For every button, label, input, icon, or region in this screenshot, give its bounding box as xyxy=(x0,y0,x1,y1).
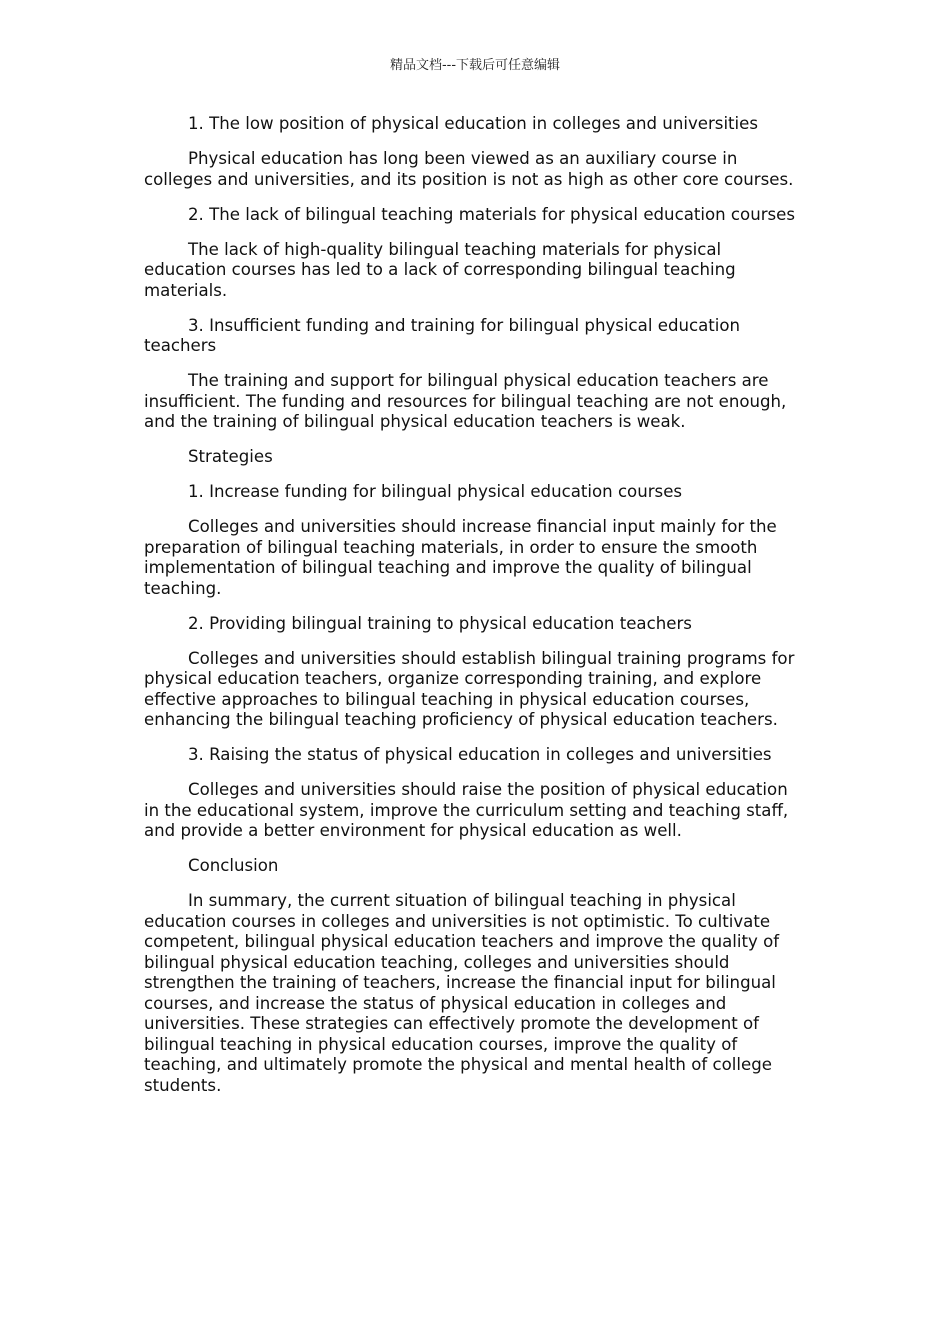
paragraph-lack-materials: The lack of high-quality bilingual teaching materials for physical education courses has led to a lack of corresponding bilingual teaching materials. xyxy=(144,239,736,300)
heading-low-position: 1. The low position of physical education in colleges and universities xyxy=(188,114,759,133)
heading-bilingual-training: 2. Providing bilingual training to physical education teachers xyxy=(188,613,692,633)
paragraph-conclusion: In summary, the current situation of bilingual teaching in physical education courses in colleges and universities is not optimistic. To cultivate competent, bilingual physical education teachers and improve the quality of bilingual physical education teaching, colleges and universities should strengthen the training of teachers, increase the financial input for bilingual courses, and increase the status of physical education in colleges and universities. These strategies can effectively promote the development of bilingual teaching in physical education courses, improve the quality of teaching, and ultimately promote the physical and mental health of college students. xyxy=(144,891,780,1095)
paragraph-low-position: Physical education has long been viewed as an auxiliary course in colleges and universities, and its position is not as high as other core courses. xyxy=(144,149,794,189)
page-header: 精品文档---下载后可任意编辑 xyxy=(389,58,561,73)
heading-conclusion: Conclusion xyxy=(188,856,279,875)
heading-lack-materials: 2. The lack of bilingual teaching materials for physical education courses xyxy=(188,204,796,224)
paragraph-increase-funding: Colleges and universities should increase financial input mainly for the preparation of bilingual teaching materials, in order to ensure the smooth implementation of bilingual teaching and improve the quality of bilingual teaching. xyxy=(144,517,777,598)
heading-strategies: Strategies xyxy=(188,447,273,466)
paragraph-insufficient-funding: The training and support for bilingual physical education teachers are insufficient. The funding and resources for bilingual teaching are not enough, and the training of bilingual physical education teachers is weak. xyxy=(144,371,787,431)
document-body xyxy=(144,114,808,1111)
heading-insufficient-funding: 3. Insufficient funding and training for bilingual physical education teachers xyxy=(144,315,741,355)
paragraph-raising-status: Colleges and universities should raise the position of physical education in the educational system, improve the curriculum setting and teaching staff, and provide a better environment for physical education as well. xyxy=(144,780,789,840)
paragraph-bilingual-training: Colleges and universities should establish bilingual training programs for physical education teachers, organize corresponding training, and explore effective approaches to bilingual teaching in physical education courses, enhancing the bilingual teaching proficiency of physical education teachers. xyxy=(144,648,795,729)
heading-increase-funding: 1. Increase funding for bilingual physical education courses xyxy=(188,482,683,501)
heading-raising-status: 3. Raising the status of physical education in colleges and universities xyxy=(188,745,772,764)
